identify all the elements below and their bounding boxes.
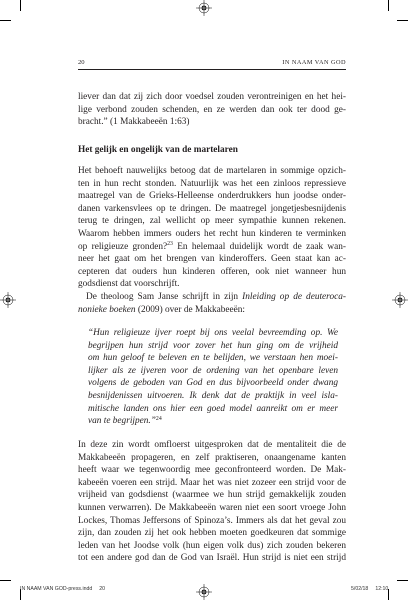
slug-file-info (20, 586, 105, 593)
text-line: tot een andere god dan de God van Israël. Hun strijd is niet een strijd (78, 553, 346, 564)
running-head-rule (78, 69, 346, 70)
slug-timestamp (351, 586, 388, 593)
quote-line: begrijpen hun strijd voor zover het hun ging om de vrijheid (88, 340, 338, 351)
text-line: bracht.” (1 Makkabeeën 1:63) (78, 117, 190, 128)
crop-mark-bottom-right-horizontal (397, 580, 408, 581)
text-line (78, 291, 346, 304)
text-line: heeft waar we tegenwoordig mee geconfronteerd worden. De Mak- (78, 465, 346, 476)
text-segment: op religieuze gronden? (78, 241, 168, 252)
text-line (78, 304, 346, 317)
text-line: Makkabeeën propageren, en zelf praktiseren, onaangename kanten (78, 452, 346, 463)
crop-mark-bottom-left-horizontal (0, 580, 11, 581)
running-head-title: IN NAAM VAN GOD (282, 59, 346, 66)
text-line: lige verbond zouden schenden, en ze werden dan ook ter dood ge- (78, 104, 346, 115)
text-line: kabeeën voeren een strijd. Maar het was niet zozeer een strijd voor de (78, 477, 346, 488)
text-line: danen varkensvlees op te dringen. De maatregel jongetjesbesnijdenis (78, 203, 346, 214)
running-head (78, 58, 346, 67)
registration-mark-top (196, 0, 212, 16)
text-line (78, 241, 346, 254)
text-line: In deze zin wordt omfloerst uitgesproken dat de mentaliteit die de (78, 440, 346, 450)
quote-line: volgens de geboden van God en dus bijvoorbeeld onder dwang (88, 378, 338, 389)
registration-mark-left (0, 292, 16, 308)
text-segment: van te begrijpen.” (88, 416, 156, 427)
quote-line: lijker als ze ijveren voor de ordening van het openbare leven (88, 365, 338, 376)
book-title: nonieke boeken (78, 304, 136, 315)
text-segment: De theoloog Sam Janse schrijft in zijn (86, 292, 243, 302)
paragraph (78, 165, 346, 291)
text-line: kunnen verwarren). De Makkabeeën waren niet een soort vroege John (78, 502, 346, 513)
slug-page: 20 (99, 586, 106, 592)
block-quote (88, 327, 338, 428)
quote-line: om hun geloof te beleven en te belijden, we verstaan hen moei- (88, 353, 338, 364)
text-line: vrijheid van godsdienst (waarmee we hun strijd gemakkelijk zouden (78, 490, 346, 501)
registration-mark-right (392, 292, 408, 308)
text-line: leden van het Joodse volk (hun eigen volk dus) zich zouden bekeren (78, 540, 346, 551)
quote-line: mitische landen ons hier een goed model aanreikt om er meer (88, 403, 338, 414)
quote-line: besnijdenissen uitvoeren. Ik denk dat de praktijk in veel isla- (88, 390, 338, 401)
text-line: liever dan dat zij zich door voedsel zouden verontreinigen en het hei- (78, 92, 346, 102)
crop-mark-top-left-horizontal (0, 20, 11, 21)
paragraph (78, 439, 346, 565)
paragraph (78, 291, 346, 316)
crop-mark-top-right-vertical (388, 0, 389, 11)
footnote-reference: 23 (167, 241, 173, 248)
text-line: zijn, dan zouden zij het ook hebben moeten goedkeuren dat sommige (78, 528, 346, 539)
text-line: terug te dringen, zal wellicht op meer sympathie kunnen rekenen. (78, 216, 346, 227)
text-line: cepteren dat ouders hun kinderen offeren, ook niet wanneer hun (78, 266, 346, 277)
book-title: Inleiding op de deuteroca- (242, 292, 346, 302)
text-segment: (2009) over de Makkabeeën: (135, 304, 246, 315)
text-line: Het behoeft nauwelijks betoog dat de martelaren in sommige opzich- (78, 166, 346, 176)
text-segment: En helemaal duidelijk wordt de zaak wan- (172, 241, 346, 252)
paragraph (78, 91, 346, 129)
text-line: godsdienst dat voorschrijft. (78, 279, 180, 290)
text-line: maatregel van de Grieks-Helleense onderdrukkers hun joodse onder- (78, 191, 346, 202)
slug-file-name: IN NAAM VAN GOD-press.indd (20, 586, 93, 592)
text-line: neer het gaat om het brengen van kinderoffers. Geen staat kan ac- (78, 254, 346, 265)
footnote-reference: 24 (155, 415, 162, 422)
text-line: ten in hun recht stonden. Natuurlijk was het een zinloos repressieve (78, 178, 346, 189)
text-line: Waarom hebben immers ouders het recht hun kinderen te verminken (78, 228, 346, 239)
page-number: 20 (78, 59, 85, 66)
registration-mark-bottom (196, 584, 212, 600)
quote-line: “Hun religieuze ijver roept bij ons veelal bevreemding op. We (88, 328, 338, 338)
crop-mark-top-left-vertical (20, 0, 21, 11)
section-heading: Het gelijk en ongelijk van de martelaren (78, 145, 238, 155)
text-line: Lockes, Thomas Jeffersons of Spinoza’s. Immers als dat het geval zou (78, 515, 346, 526)
quote-line (88, 415, 338, 428)
slug-time: 12:10 (375, 586, 389, 592)
slug-date: 5/02/18 (351, 586, 369, 592)
crop-mark-top-right-horizontal (397, 20, 408, 21)
